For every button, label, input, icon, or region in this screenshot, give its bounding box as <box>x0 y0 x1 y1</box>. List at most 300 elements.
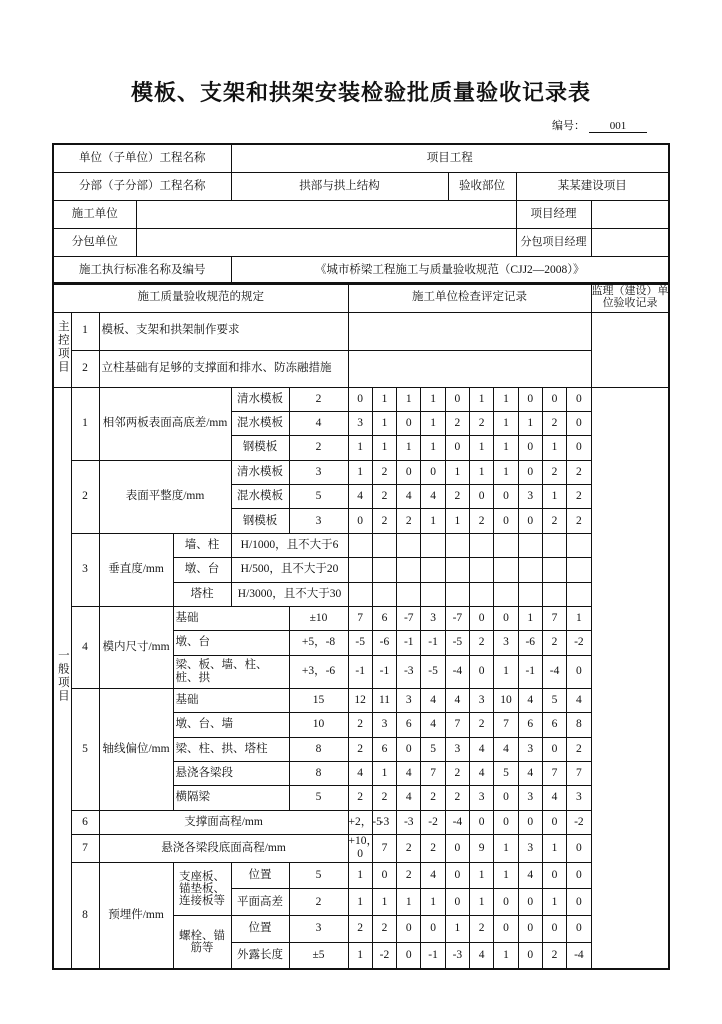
measured-value[interactable]: 3 <box>470 786 494 810</box>
measured-value[interactable]: 12 <box>348 688 372 712</box>
subcontractor-value[interactable] <box>136 229 516 257</box>
measured-value[interactable]: 0 <box>397 460 421 484</box>
measured-value[interactable]: 1 <box>470 862 494 889</box>
main-control-row <box>53 312 669 350</box>
sub-item: 钢模板 <box>231 509 289 533</box>
measured-value[interactable]: 4 <box>470 737 494 761</box>
measured-value[interactable]: 0 <box>494 509 518 533</box>
measured-value[interactable]: 1 <box>494 436 518 460</box>
measured-value[interactable]: 1 <box>372 436 396 460</box>
measured-value[interactable] <box>567 558 591 582</box>
measured-value[interactable]: 2 <box>567 485 591 509</box>
measured-value[interactable]: 1 <box>372 761 396 785</box>
measured-value[interactable]: 4 <box>470 761 494 785</box>
measured-value[interactable]: 1 <box>421 889 445 916</box>
measured-value[interactable]: 1 <box>542 436 566 460</box>
measured-value[interactable]: 0 <box>518 810 542 834</box>
measured-value[interactable]: 0 <box>421 460 445 484</box>
standard-value: 8 <box>289 737 348 761</box>
measured-value[interactable]: 9 <box>470 835 494 862</box>
measured-value[interactable] <box>470 582 494 606</box>
main-control-row <box>53 350 669 387</box>
general-label-text: 一般项目 <box>56 648 69 703</box>
sub-item: 位置 <box>231 862 289 889</box>
measured-value[interactable]: 4 <box>567 688 591 712</box>
measured-value[interactable]: 1 <box>518 607 542 631</box>
standard-value: H/1000，且不大于6 <box>231 533 348 557</box>
measured-value[interactable] <box>372 558 396 582</box>
measured-value[interactable]: -3 <box>372 810 396 834</box>
measured-value[interactable]: 4 <box>348 761 372 785</box>
acceptance-part-value[interactable]: 某某建设项目 <box>516 173 669 201</box>
measured-value[interactable]: -4 <box>542 655 566 688</box>
measured-value[interactable]: 1 <box>421 387 445 411</box>
measured-value[interactable]: 2 <box>542 460 566 484</box>
measured-value[interactable]: -7 <box>445 607 469 631</box>
measured-value[interactable]: 4 <box>397 761 421 785</box>
measured-value[interactable] <box>494 558 518 582</box>
standard-value: 5 <box>289 786 348 810</box>
measured-value[interactable]: -2 <box>567 631 591 655</box>
standard-value: +3，-6 <box>289 655 348 688</box>
sub-group: 螺栓、锚筋等 <box>173 916 231 970</box>
measured-value[interactable]: 1 <box>397 387 421 411</box>
general-item-row <box>53 810 669 834</box>
measured-value[interactable]: 0 <box>567 889 591 916</box>
pm-value[interactable] <box>591 201 669 229</box>
item-no: 4 <box>71 607 99 689</box>
measured-value[interactable]: 3 <box>518 485 542 509</box>
standard-value: 3 <box>289 460 348 484</box>
measured-value[interactable]: 7 <box>542 607 566 631</box>
measured-value[interactable]: 7 <box>494 713 518 737</box>
measured-value[interactable]: -4 <box>445 810 469 834</box>
measured-value[interactable]: 4 <box>421 713 445 737</box>
measured-value[interactable]: 1 <box>494 942 518 969</box>
measured-value[interactable]: 2 <box>445 786 469 810</box>
sub-item: 位置 <box>231 916 289 943</box>
standard-value: ±10 <box>289 607 348 631</box>
measured-value[interactable]: 0 <box>445 436 469 460</box>
measured-value[interactable]: 5 <box>421 737 445 761</box>
measured-value[interactable]: 1 <box>567 607 591 631</box>
unit-project-value[interactable]: 项目工程 <box>231 144 669 173</box>
measured-value[interactable]: 0 <box>567 387 591 411</box>
measured-value[interactable] <box>445 533 469 557</box>
measured-value[interactable] <box>518 558 542 582</box>
measured-value[interactable]: 4 <box>397 786 421 810</box>
measured-value[interactable]: 2 <box>445 411 469 435</box>
standard-value: 2 <box>289 889 348 916</box>
measured-value[interactable] <box>445 558 469 582</box>
measured-value[interactable]: 0 <box>567 436 591 460</box>
measured-value[interactable]: 2 <box>372 485 396 509</box>
standard-value: H/3000，且不大于30 <box>231 582 348 606</box>
measured-value[interactable]: 0 <box>542 737 566 761</box>
measured-value[interactable]: 0 <box>567 411 591 435</box>
measured-value[interactable]: 1 <box>397 436 421 460</box>
measured-value[interactable]: 3 <box>397 688 421 712</box>
measured-value[interactable]: -4 <box>445 655 469 688</box>
measured-value[interactable]: 2 <box>542 411 566 435</box>
measured-value[interactable]: 1 <box>542 835 566 862</box>
measured-value[interactable]: -6 <box>518 631 542 655</box>
measured-value[interactable]: 2 <box>348 737 372 761</box>
sub-project-row <box>53 173 669 201</box>
measured-value[interactable]: 4 <box>470 942 494 969</box>
sub-project-label: 分部（子分部）工程名称 <box>53 173 231 201</box>
measured-value[interactable]: 1 <box>421 509 445 533</box>
measured-value[interactable]: 1 <box>470 460 494 484</box>
pm-label: 项目经理 <box>516 201 591 229</box>
measured-value[interactable]: 6 <box>397 713 421 737</box>
measured-value[interactable]: 3 <box>348 411 372 435</box>
measured-value[interactable] <box>372 582 396 606</box>
measured-value[interactable] <box>348 558 372 582</box>
form-number-value: 001 <box>589 120 647 133</box>
measured-value[interactable]: -5 <box>445 631 469 655</box>
general-item-row <box>53 387 669 411</box>
measured-value[interactable]: 0 <box>542 810 566 834</box>
measured-value[interactable]: 1 <box>445 460 469 484</box>
main-control-record[interactable] <box>348 312 591 350</box>
measured-value[interactable]: 0 <box>445 387 469 411</box>
measured-value[interactable] <box>445 582 469 606</box>
measured-value[interactable]: 0 <box>397 916 421 943</box>
measured-value[interactable] <box>348 582 372 606</box>
measured-value[interactable]: 0 <box>518 942 542 969</box>
measured-value[interactable]: 1 <box>421 411 445 435</box>
measured-value[interactable]: 2 <box>445 761 469 785</box>
measured-value[interactable]: 1 <box>372 387 396 411</box>
contractor-label: 施工单位 <box>53 201 136 229</box>
measured-value[interactable]: 0 <box>445 862 469 889</box>
measured-value[interactable]: 4 <box>542 786 566 810</box>
measured-value[interactable]: 4 <box>421 862 445 889</box>
item-name: 模内尺寸/mm <box>99 607 173 689</box>
measured-value[interactable]: 1 <box>494 411 518 435</box>
standard-value: 4 <box>289 411 348 435</box>
measured-value[interactable]: 2 <box>542 942 566 969</box>
item-no: 3 <box>71 533 99 606</box>
sub-group: 支座板、锚垫板、连接板等 <box>173 862 231 916</box>
measured-value[interactable]: 3 <box>518 737 542 761</box>
measured-value[interactable]: 2 <box>567 509 591 533</box>
measured-value[interactable]: 2 <box>372 509 396 533</box>
measured-value[interactable]: 0 <box>542 916 566 943</box>
sub-item: 混水模板 <box>231 485 289 509</box>
measured-value[interactable]: -1 <box>421 942 445 969</box>
measured-value[interactable]: 8 <box>567 713 591 737</box>
measured-value[interactable]: 3 <box>421 607 445 631</box>
measured-value[interactable]: 0 <box>542 387 566 411</box>
measured-value[interactable]: 7 <box>421 761 445 785</box>
measured-value[interactable]: 1 <box>494 460 518 484</box>
measured-value[interactable]: -3 <box>397 810 421 834</box>
measured-value[interactable]: 1 <box>494 387 518 411</box>
measured-value[interactable]: -6 <box>372 631 396 655</box>
measured-value[interactable]: 5 <box>494 761 518 785</box>
measured-value[interactable]: 0 <box>445 889 469 916</box>
measured-value[interactable]: 0 <box>372 862 396 889</box>
measured-value[interactable]: -4 <box>567 942 591 969</box>
measured-value[interactable] <box>494 533 518 557</box>
measured-value[interactable]: 2 <box>397 835 421 862</box>
measured-value[interactable]: 0 <box>470 810 494 834</box>
measured-value[interactable]: 1 <box>470 436 494 460</box>
measured-value[interactable] <box>494 582 518 606</box>
main-control-supervisor[interactable] <box>591 312 669 387</box>
measured-value[interactable]: 2 <box>470 509 494 533</box>
measured-value[interactable]: 2 <box>348 786 372 810</box>
measured-value[interactable]: 6 <box>518 713 542 737</box>
sub-item: 墩、台 <box>173 558 231 582</box>
measured-value[interactable]: 1 <box>421 436 445 460</box>
measured-value[interactable]: 0 <box>397 411 421 435</box>
standard-value: 5 <box>289 485 348 509</box>
measured-value[interactable]: 2 <box>421 835 445 862</box>
measured-value[interactable]: 1 <box>348 942 372 969</box>
measured-value[interactable]: 4 <box>518 761 542 785</box>
sub-pm-value[interactable] <box>591 229 669 257</box>
measured-value[interactable]: 0 <box>348 509 372 533</box>
measured-value[interactable]: 0 <box>518 889 542 916</box>
measured-value[interactable]: 1 <box>470 387 494 411</box>
measured-value[interactable]: 2 <box>567 460 591 484</box>
general-item-row <box>53 862 669 889</box>
standard-value: 3 <box>289 509 348 533</box>
measured-value[interactable]: 6 <box>372 607 396 631</box>
measured-value[interactable]: 7 <box>445 713 469 737</box>
sub-item: 钢模板 <box>231 436 289 460</box>
measured-value[interactable]: 6 <box>542 713 566 737</box>
form-number-label: 编号： <box>552 120 585 132</box>
measured-value[interactable]: 1 <box>348 460 372 484</box>
measured-value[interactable]: 0 <box>470 655 494 688</box>
general-item-row <box>53 835 669 862</box>
measured-value[interactable]: 3 <box>518 786 542 810</box>
measured-value[interactable]: 1 <box>372 889 396 916</box>
measured-value[interactable]: 2 <box>542 509 566 533</box>
measured-value[interactable]: -2 <box>567 810 591 834</box>
measured-value[interactable]: 2 <box>470 916 494 943</box>
standard-value: ±5 <box>289 942 348 969</box>
unit-project-row <box>53 144 669 173</box>
measured-value[interactable] <box>542 533 566 557</box>
measured-value[interactable]: -1 <box>397 631 421 655</box>
measured-value[interactable] <box>542 558 566 582</box>
standard-value[interactable]: 《城市桥梁工程施工与质量验收规范（CJJ2—2008）》 <box>231 257 669 285</box>
sub-item: 平面高差 <box>231 889 289 916</box>
measured-value[interactable] <box>567 533 591 557</box>
measured-value[interactable]: 0 <box>518 509 542 533</box>
measured-value[interactable]: 1 <box>542 485 566 509</box>
general-label <box>53 387 71 969</box>
measured-value[interactable]: 3 <box>470 688 494 712</box>
measured-value[interactable]: 0 <box>518 436 542 460</box>
measured-value[interactable]: 1 <box>494 835 518 862</box>
sub-item: 清水模板 <box>231 387 289 411</box>
measured-value[interactable]: 1 <box>445 509 469 533</box>
measured-value[interactable]: 1 <box>494 655 518 688</box>
measured-value[interactable]: 10 <box>494 688 518 712</box>
measured-value[interactable]: 4 <box>421 485 445 509</box>
measured-value[interactable] <box>421 558 445 582</box>
measured-value[interactable]: 1 <box>348 436 372 460</box>
form-number <box>552 117 647 133</box>
measured-value[interactable]: 0 <box>518 387 542 411</box>
contractor-value[interactable] <box>136 201 516 229</box>
measured-value[interactable]: 0 <box>348 387 372 411</box>
measured-value[interactable]: 4 <box>494 737 518 761</box>
measured-value[interactable]: 4 <box>518 688 542 712</box>
measured-value[interactable]: 1 <box>348 862 372 889</box>
measured-value[interactable]: 0 <box>494 810 518 834</box>
measured-value[interactable]: 0 <box>470 607 494 631</box>
sub-item: 墩、台、墙 <box>173 713 289 737</box>
item-no: 6 <box>71 810 99 834</box>
measured-value[interactable] <box>372 533 396 557</box>
supervisor-header: 监理（建设）单位验收记录 <box>591 283 669 312</box>
sub-item: 梁、板、墙、柱、桩、拱 <box>173 655 289 688</box>
item-name: 垂直度/mm <box>99 533 173 606</box>
measured-value[interactable] <box>518 582 542 606</box>
measured-value[interactable]: 1 <box>348 889 372 916</box>
measured-value[interactable]: 4 <box>421 688 445 712</box>
measured-value[interactable] <box>348 533 372 557</box>
main-control-record[interactable] <box>348 350 591 387</box>
measured-value[interactable]: 2 <box>470 631 494 655</box>
measured-value[interactable]: -1 <box>348 655 372 688</box>
sub-project-value[interactable]: 拱部与拱上结构 <box>231 173 448 201</box>
measured-value[interactable] <box>542 582 566 606</box>
measured-value[interactable]: 1 <box>397 889 421 916</box>
measured-value[interactable]: -5 <box>348 631 372 655</box>
measured-value[interactable]: 0 <box>518 916 542 943</box>
measured-value[interactable]: -7 <box>397 607 421 631</box>
measured-value[interactable]: 4 <box>348 485 372 509</box>
measured-value[interactable] <box>397 533 421 557</box>
inspection-table <box>52 282 670 970</box>
measured-value[interactable]: 0 <box>397 942 421 969</box>
measured-value[interactable]: -1 <box>372 655 396 688</box>
measured-value[interactable]: 0 <box>567 862 591 889</box>
measured-value[interactable]: -3 <box>397 655 421 688</box>
measured-value[interactable]: 0 <box>470 485 494 509</box>
measured-value[interactable] <box>470 558 494 582</box>
measured-value[interactable]: 7 <box>567 761 591 785</box>
measured-value[interactable]: 0 <box>494 889 518 916</box>
measured-value[interactable] <box>397 582 421 606</box>
measured-value[interactable]: 0 <box>567 655 591 688</box>
measured-value[interactable]: 2 <box>445 485 469 509</box>
measured-value[interactable]: 3 <box>494 631 518 655</box>
measured-value[interactable]: 0 <box>421 916 445 943</box>
measured-value[interactable]: 0 <box>567 835 591 862</box>
measured-value[interactable]: 1 <box>470 889 494 916</box>
measured-value[interactable]: 3 <box>445 737 469 761</box>
measured-value[interactable] <box>421 582 445 606</box>
measured-value[interactable]: 0 <box>397 737 421 761</box>
measured-value[interactable]: 3 <box>567 786 591 810</box>
measured-value[interactable]: 6 <box>372 737 396 761</box>
measured-value[interactable]: 2 <box>348 916 372 943</box>
measured-value[interactable]: 2 <box>397 509 421 533</box>
measured-value[interactable]: 2 <box>470 411 494 435</box>
measured-value[interactable] <box>470 533 494 557</box>
measured-value[interactable]: 7 <box>348 607 372 631</box>
measured-value[interactable]: 0 <box>494 786 518 810</box>
standard-value: 10 <box>289 713 348 737</box>
measured-value[interactable]: 0 <box>494 607 518 631</box>
measured-value[interactable]: 2 <box>567 737 591 761</box>
column-header-row <box>53 283 669 312</box>
measured-value[interactable]: 2 <box>397 862 421 889</box>
general-supervisor[interactable] <box>591 387 669 969</box>
subcontractor-row <box>53 229 669 257</box>
measured-value[interactable]: 2 <box>348 713 372 737</box>
measured-value[interactable]: 2 <box>542 631 566 655</box>
measured-value[interactable]: 2 <box>372 460 396 484</box>
measured-value[interactable]: 1 <box>445 916 469 943</box>
item-no: 1 <box>71 387 99 460</box>
measured-value[interactable] <box>567 582 591 606</box>
measured-value[interactable]: 1 <box>542 889 566 916</box>
measured-value[interactable]: 1 <box>372 411 396 435</box>
measured-value[interactable]: -2 <box>421 810 445 834</box>
measured-value[interactable]: 5 <box>542 688 566 712</box>
measured-value[interactable]: 0 <box>494 916 518 943</box>
measured-value[interactable] <box>397 558 421 582</box>
measured-value[interactable]: 0 <box>494 485 518 509</box>
measured-value[interactable]: 0 <box>567 916 591 943</box>
main-control-text: 模板、支架和拱架制作要求 <box>99 312 348 350</box>
measured-value[interactable]: 0 <box>445 835 469 862</box>
standard-row <box>53 257 669 285</box>
measured-value[interactable]: 2 <box>372 916 396 943</box>
measured-value[interactable] <box>518 533 542 557</box>
measured-value[interactable]: -3 <box>445 942 469 969</box>
measured-value[interactable]: -1 <box>518 655 542 688</box>
measured-value[interactable]: 2 <box>470 713 494 737</box>
measured-value[interactable]: 0 <box>518 460 542 484</box>
measured-value[interactable]: 3 <box>518 835 542 862</box>
measured-value[interactable]: 7 <box>542 761 566 785</box>
sub-item: 墩、台 <box>173 631 289 655</box>
standard-label: 施工执行标准名称及编号 <box>53 257 231 285</box>
measured-value[interactable]: 4 <box>518 862 542 889</box>
standard-value: +2，-5 <box>348 810 372 834</box>
measured-value[interactable]: -1 <box>421 631 445 655</box>
measured-value[interactable] <box>421 533 445 557</box>
measured-value[interactable]: 2 <box>421 786 445 810</box>
standard-value: 2 <box>289 436 348 460</box>
spec-header: 施工质量验收规范的规定 <box>53 283 348 312</box>
item-name: 表面平整度/mm <box>99 460 231 533</box>
measured-value[interactable]: 4 <box>445 688 469 712</box>
measured-value[interactable]: 3 <box>372 713 396 737</box>
measured-value[interactable]: 1 <box>494 862 518 889</box>
measured-value[interactable]: -2 <box>372 942 396 969</box>
measured-value[interactable]: 0 <box>542 862 566 889</box>
measured-value[interactable]: -5 <box>421 655 445 688</box>
measured-value[interactable]: 4 <box>397 485 421 509</box>
measured-value[interactable]: 1 <box>518 411 542 435</box>
acceptance-part-label: 验收部位 <box>448 173 516 201</box>
measured-value[interactable]: 11 <box>372 688 396 712</box>
measured-value[interactable]: 2 <box>372 786 396 810</box>
measured-value[interactable]: 7 <box>372 835 396 862</box>
